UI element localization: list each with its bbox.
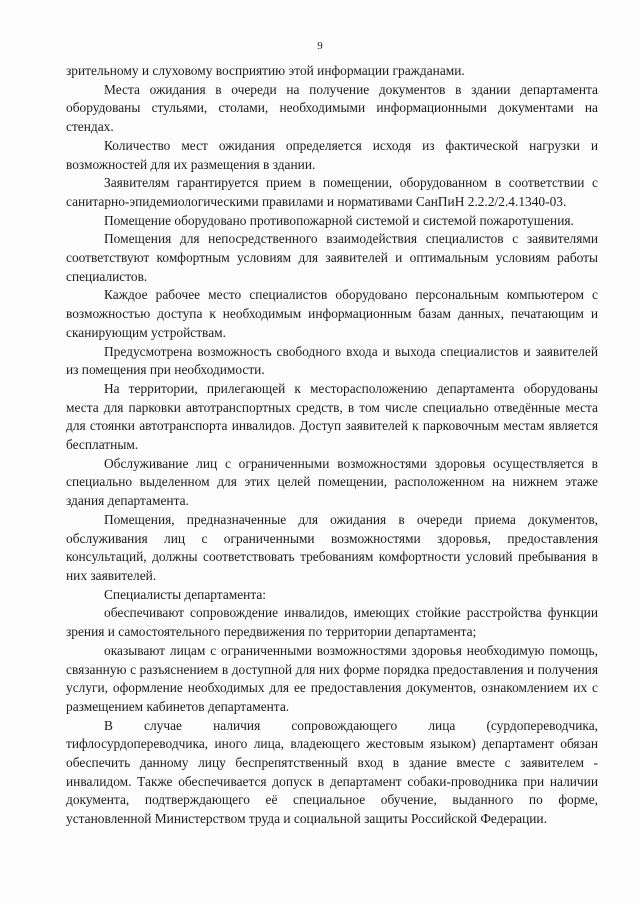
paragraph-waiting-places: Места ожидания в очереди на получение документов в здании департамента оборудованы стульями, столами, необходимыми информационными документами на стендах. xyxy=(66,81,598,135)
paragraph-continuation: зрительному и слуховому восприятию этой информации гражданами. xyxy=(66,63,465,78)
paragraph-interaction-rooms: Помещения для непосредственного взаимодействия специалистов с заявителями соответствуют комфортным условиям для заявителей и оптимальным условиям работы специалистов. xyxy=(66,231,598,284)
paragraph-room-requirements: Помещения, предназначенные для ожидания в очереди приема документов, обслуживания лиц с ограниченными возможностями здоровья, предоставления консультаций, должны соответствовать требованиям комфортности условий пребывания в них заявителей. xyxy=(66,511,598,583)
page-number: 9 xyxy=(317,40,323,52)
paragraph-accompanying-person: В случае наличия сопровождающего лица (сурдопереводчика, тифлосурдопереводчика, иного лица, владеющего жестовым языком) департамент обязан обеспечить данному лицу беспрепятственный вход в здание вместе с заявителем - инвалидом. Также обеспечивается допуск в департамент собаки-проводника при наличии документа, подтверждающего её специальное обучение, выданного по форме, установленной Министерством труда и социальной защиты Российской Федерации. xyxy=(66,717,598,827)
paragraph-waiting-count: Количество мест ожидания определяется исходя из фактической нагрузки и возможностей для их размещения в здании. xyxy=(66,137,598,172)
paragraph-escort: обеспечивают сопровождение инвалидов, имеющих стойкие расстройства функции зрения и самостоятельного передвижения по территории департамента; xyxy=(66,605,598,640)
paragraph-workplace: Каждое рабочее место специалистов оборудовано персональным компьютером с возможностью доступа к необходимым информационным базам данных, печатающим и сканирующим устройствам. xyxy=(66,287,598,340)
paragraph-disabled-service: Обслуживание лиц с ограниченными возможностями здоровья осуществляется в специально выделенном для этих целей помещении, расположенном на нижнем этаже здания департамента. xyxy=(66,455,598,509)
paragraph-assistance: оказывают лицам с ограниченными возможностями здоровья необходимую помощь, связанную с разъяснением в доступной для них форме порядка предоставления и получения услуги, оформление необходимых для ее предоставления документов, ознакомлением их с размещением кабинетов департамента. xyxy=(66,642,598,714)
paragraph-parking: На территории, прилегающей к месторасположению департамента оборудованы места для парковки автотранспортных средств, в том числе специально отведённые места для стоянки автотранспорта инвалидов. Доступ заявителей к парковочным местам является бесплатным. xyxy=(66,380,598,453)
paragraph-reception-room: Заявителям гарантируется прием в помещении, оборудованном в соответствии с санитарно-эпидемиологическими правилами и нормативами СанПиН 2.2.2/2.4.1340-03. xyxy=(66,175,598,209)
paragraph-free-access: Предусмотрена возможность свободного входа и выхода специалистов и заявителей из помещения при необходимости. xyxy=(66,343,598,378)
document-body xyxy=(66,62,598,829)
paragraph-specialists-heading: Специалисты департамента: xyxy=(104,586,267,602)
paragraph-fire-safety: Помещение оборудовано противопожарной системой и системой пожаротушения. xyxy=(104,212,574,228)
